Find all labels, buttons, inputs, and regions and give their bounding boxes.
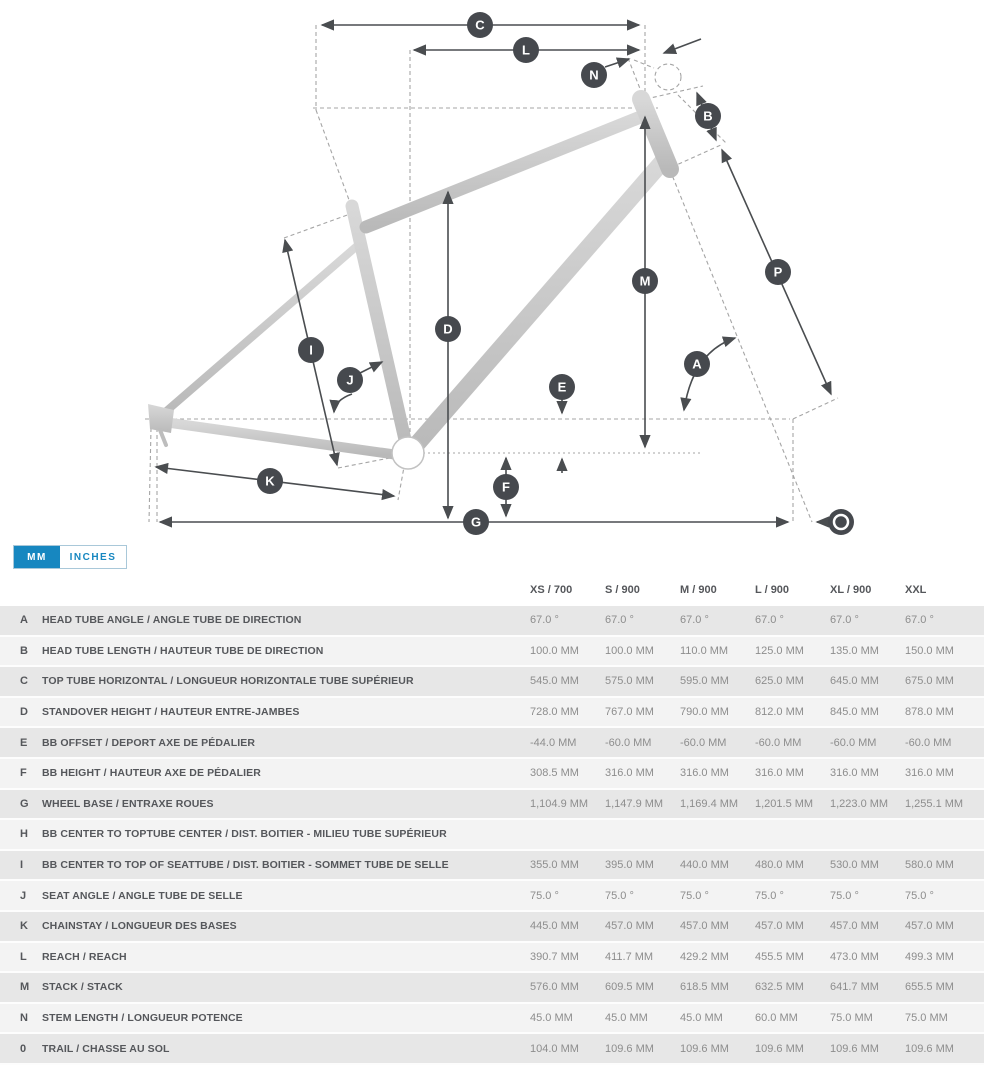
row-name: TOP TUBE HORIZONTAL / LONGUEUR HORIZONTALE TUBE SUPÉRIEUR	[42, 675, 414, 688]
cell-value: 45.0 MM	[605, 1012, 648, 1025]
row-name: HEAD TUBE ANGLE / ANGLE TUBE DE DIRECTION	[42, 614, 302, 627]
table-header	[0, 574, 984, 606]
row-name: SEAT ANGLE / ANGLE TUBE DE SELLE	[42, 889, 243, 902]
units-toggle-strip	[0, 540, 984, 574]
cell-value: 641.7 MM	[830, 981, 879, 994]
table-row	[0, 1034, 984, 1065]
cell-value: -60.0 MM	[905, 736, 952, 749]
column-header: XS / 700	[530, 584, 573, 596]
cell-value: 109.6 MM	[905, 1042, 954, 1055]
cell-value: 75.0 MM	[830, 1012, 873, 1025]
cell-value: 67.0 °	[755, 614, 784, 627]
row-letter: G	[20, 797, 29, 810]
row-letter: C	[20, 675, 28, 688]
row-letter: L	[20, 950, 27, 963]
svg-text:G: G	[470, 514, 482, 530]
cell-value: 655.5 MM	[905, 981, 954, 994]
label-E	[549, 374, 575, 400]
svg-text:F: F	[502, 479, 510, 495]
table-row	[0, 912, 984, 943]
label-O	[828, 509, 854, 535]
cell-value: 75.0 MM	[905, 1012, 948, 1025]
table-row	[0, 851, 984, 882]
cell-value: 576.0 MM	[530, 981, 579, 994]
column-header: S / 900	[605, 584, 640, 596]
cell-value: 499.3 MM	[905, 950, 954, 963]
svg-text:P: P	[773, 264, 783, 280]
cell-value: 618.5 MM	[680, 981, 729, 994]
cell-value: 390.7 MM	[530, 950, 579, 963]
column-header: XL / 900	[830, 584, 872, 596]
svg-text:J: J	[346, 372, 354, 388]
cell-value: 812.0 MM	[755, 706, 804, 719]
mm-tab[interactable]: MM	[14, 546, 60, 568]
cell-value: -60.0 MM	[605, 736, 652, 749]
table-row	[0, 637, 984, 668]
cell-value: 645.0 MM	[830, 675, 879, 688]
cell-value: 45.0 MM	[680, 1012, 723, 1025]
cell-value: 100.0 MM	[530, 644, 579, 657]
row-letter: J	[20, 889, 27, 902]
cell-value: 308.5 MM	[530, 767, 579, 780]
cell-value: 100.0 MM	[605, 644, 654, 657]
row-name: STACK / STACK	[42, 981, 123, 994]
svg-text:N: N	[589, 67, 599, 83]
cell-value: 67.0 °	[905, 614, 934, 627]
cell-value: 125.0 MM	[755, 644, 804, 657]
cell-value: 355.0 MM	[530, 859, 579, 872]
cell-value: 1,147.9 MM	[605, 797, 664, 810]
cell-value: 75.0 °	[905, 889, 934, 902]
column-header: L / 900	[755, 584, 790, 596]
table-row	[0, 1004, 984, 1035]
units-toggle	[13, 545, 127, 569]
cell-value: 104.0 MM	[530, 1042, 579, 1055]
row-letter: K	[20, 920, 28, 933]
row-name: BB HEIGHT / HAUTEUR AXE DE PÉDALIER	[42, 767, 261, 780]
cell-value: 473.0 MM	[830, 950, 879, 963]
row-letter: N	[20, 1012, 28, 1025]
row-letter: A	[20, 614, 28, 627]
cell-value: 455.5 MM	[755, 950, 804, 963]
cell-value: 457.0 MM	[905, 920, 954, 933]
table-row	[0, 606, 984, 637]
cell-value: 457.0 MM	[830, 920, 879, 933]
cell-value: 575.0 MM	[605, 675, 654, 688]
svg-text:L: L	[522, 42, 530, 58]
label-B	[695, 103, 721, 129]
cell-value: 110.0 MM	[680, 644, 729, 657]
cell-value: 767.0 MM	[605, 706, 654, 719]
cell-value: 440.0 MM	[680, 859, 729, 872]
cell-value: 109.6 MM	[755, 1042, 804, 1055]
row-letter: M	[20, 981, 30, 994]
label-P	[765, 259, 791, 285]
svg-text:B: B	[703, 108, 713, 124]
row-letter: B	[20, 644, 28, 657]
row-name: BB OFFSET / DEPORT AXE DE PÉDALIER	[42, 736, 256, 749]
cell-value: -44.0 MM	[530, 736, 577, 749]
cell-value: 1,104.9 MM	[530, 797, 589, 810]
row-letter: 0	[20, 1042, 27, 1055]
cell-value: -60.0 MM	[680, 736, 727, 749]
construction-lines	[145, 25, 838, 522]
table-row	[0, 790, 984, 821]
frame-illustration	[148, 99, 670, 469]
cell-value: 316.0 MM	[830, 767, 879, 780]
cell-value: 67.0 °	[680, 614, 709, 627]
row-name: CHAINSTAY / LONGUEUR DES BASES	[42, 920, 237, 933]
row-letter: I	[20, 859, 24, 872]
cell-value: 632.5 MM	[755, 981, 804, 994]
cell-value: 609.5 MM	[605, 981, 654, 994]
cell-value: 790.0 MM	[680, 706, 729, 719]
cell-value: 395.0 MM	[605, 859, 654, 872]
row-letter: H	[20, 828, 28, 841]
label-G	[463, 509, 489, 535]
table-body	[0, 606, 984, 1065]
cell-value: 150.0 MM	[905, 644, 954, 657]
label-D	[435, 316, 461, 342]
label-L	[513, 37, 539, 63]
cell-value: 1,169.4 MM	[680, 797, 739, 810]
row-name: REACH / REACH	[42, 950, 127, 963]
cell-value: 480.0 MM	[755, 859, 804, 872]
row-letter: F	[20, 767, 27, 780]
cell-value: 1,255.1 MM	[905, 797, 964, 810]
svg-text:C: C	[475, 17, 485, 33]
cell-value: 1,201.5 MM	[755, 797, 814, 810]
cell-value: 595.0 MM	[680, 675, 729, 688]
cell-value: -60.0 MM	[830, 736, 877, 749]
row-letter: E	[20, 736, 28, 749]
row-name: BB CENTER TO TOP OF SEATTUBE / DIST. BOITIER - SOMMET TUBE DE SELLE	[42, 859, 449, 872]
column-header: XXL	[905, 584, 927, 596]
row-name: TRAIL / CHASSE AU SOL	[42, 1042, 170, 1055]
cell-value: 728.0 MM	[530, 706, 579, 719]
row-name: WHEEL BASE / ENTRAXE ROUES	[42, 797, 214, 810]
cell-value: 109.6 MM	[680, 1042, 729, 1055]
cell-value: 45.0 MM	[530, 1012, 573, 1025]
cell-value: 75.0 °	[680, 889, 709, 902]
cell-value: 845.0 MM	[830, 706, 879, 719]
cell-value: 75.0 °	[605, 889, 634, 902]
row-name: STANDOVER HEIGHT / HAUTEUR ENTRE-JAMBES	[42, 706, 300, 719]
table-row	[0, 820, 984, 851]
cell-value: 109.6 MM	[830, 1042, 879, 1055]
cell-value: 457.0 MM	[755, 920, 804, 933]
label-N	[581, 62, 607, 88]
label-J	[337, 367, 363, 393]
cell-value: 75.0 °	[830, 889, 859, 902]
label-K	[257, 468, 283, 494]
cell-value: 67.0 °	[530, 614, 559, 627]
cell-value: -60.0 MM	[755, 736, 802, 749]
svg-text:I: I	[309, 342, 313, 358]
svg-text:A: A	[692, 356, 702, 372]
row-name: BB CENTER TO TOPTUBE CENTER / DIST. BOITIER - MILIEU TUBE SUPÉRIEUR	[42, 828, 447, 841]
cell-value: 316.0 MM	[680, 767, 729, 780]
cell-value: 316.0 MM	[605, 767, 654, 780]
cell-value: 60.0 MM	[755, 1012, 798, 1025]
cell-value: 530.0 MM	[830, 859, 879, 872]
table-row	[0, 973, 984, 1004]
svg-text:E: E	[557, 379, 567, 395]
row-name: STEM LENGTH / LONGUEUR POTENCE	[42, 1012, 243, 1025]
cell-value: 316.0 MM	[905, 767, 954, 780]
cell-value: 675.0 MM	[905, 675, 954, 688]
cell-value: 1,223.0 MM	[830, 797, 889, 810]
cell-value: 67.0 °	[605, 614, 634, 627]
table-row	[0, 698, 984, 729]
row-name: HEAD TUBE LENGTH / HAUTEUR TUBE DE DIRECTION	[42, 644, 324, 657]
cell-value: 545.0 MM	[530, 675, 579, 688]
label-C	[467, 12, 493, 38]
column-header: M / 900	[680, 584, 717, 596]
svg-text:D: D	[443, 321, 453, 337]
svg-text:K: K	[265, 473, 275, 489]
cell-value: 878.0 MM	[905, 706, 954, 719]
cell-value: 580.0 MM	[905, 859, 954, 872]
label-A	[684, 351, 710, 377]
label-I	[298, 337, 324, 363]
table-row	[0, 943, 984, 974]
cell-value: 457.0 MM	[605, 920, 654, 933]
label-M	[632, 268, 658, 294]
cell-value: 429.2 MM	[680, 950, 729, 963]
table-row	[0, 881, 984, 912]
cell-value: 316.0 MM	[755, 767, 804, 780]
table-row	[0, 728, 984, 759]
cell-value: 135.0 MM	[830, 644, 879, 657]
cell-value: 457.0 MM	[680, 920, 729, 933]
label-F	[493, 474, 519, 500]
cell-value: 75.0 °	[530, 889, 559, 902]
table-row	[0, 759, 984, 790]
cell-value: 625.0 MM	[755, 675, 804, 688]
inches-tab[interactable]: INCHES	[60, 546, 126, 568]
cell-value: 411.7 MM	[605, 950, 654, 963]
row-letter: D	[20, 706, 28, 719]
cell-value: 445.0 MM	[530, 920, 579, 933]
geometry-table	[0, 574, 984, 1065]
svg-text:M: M	[639, 273, 651, 289]
cell-value: 75.0 °	[755, 889, 784, 902]
dimension-lines	[156, 25, 831, 522]
cell-value: 67.0 °	[830, 614, 859, 627]
table-row	[0, 667, 984, 698]
cell-value: 109.6 MM	[605, 1042, 654, 1055]
bottom-bracket	[392, 437, 424, 469]
